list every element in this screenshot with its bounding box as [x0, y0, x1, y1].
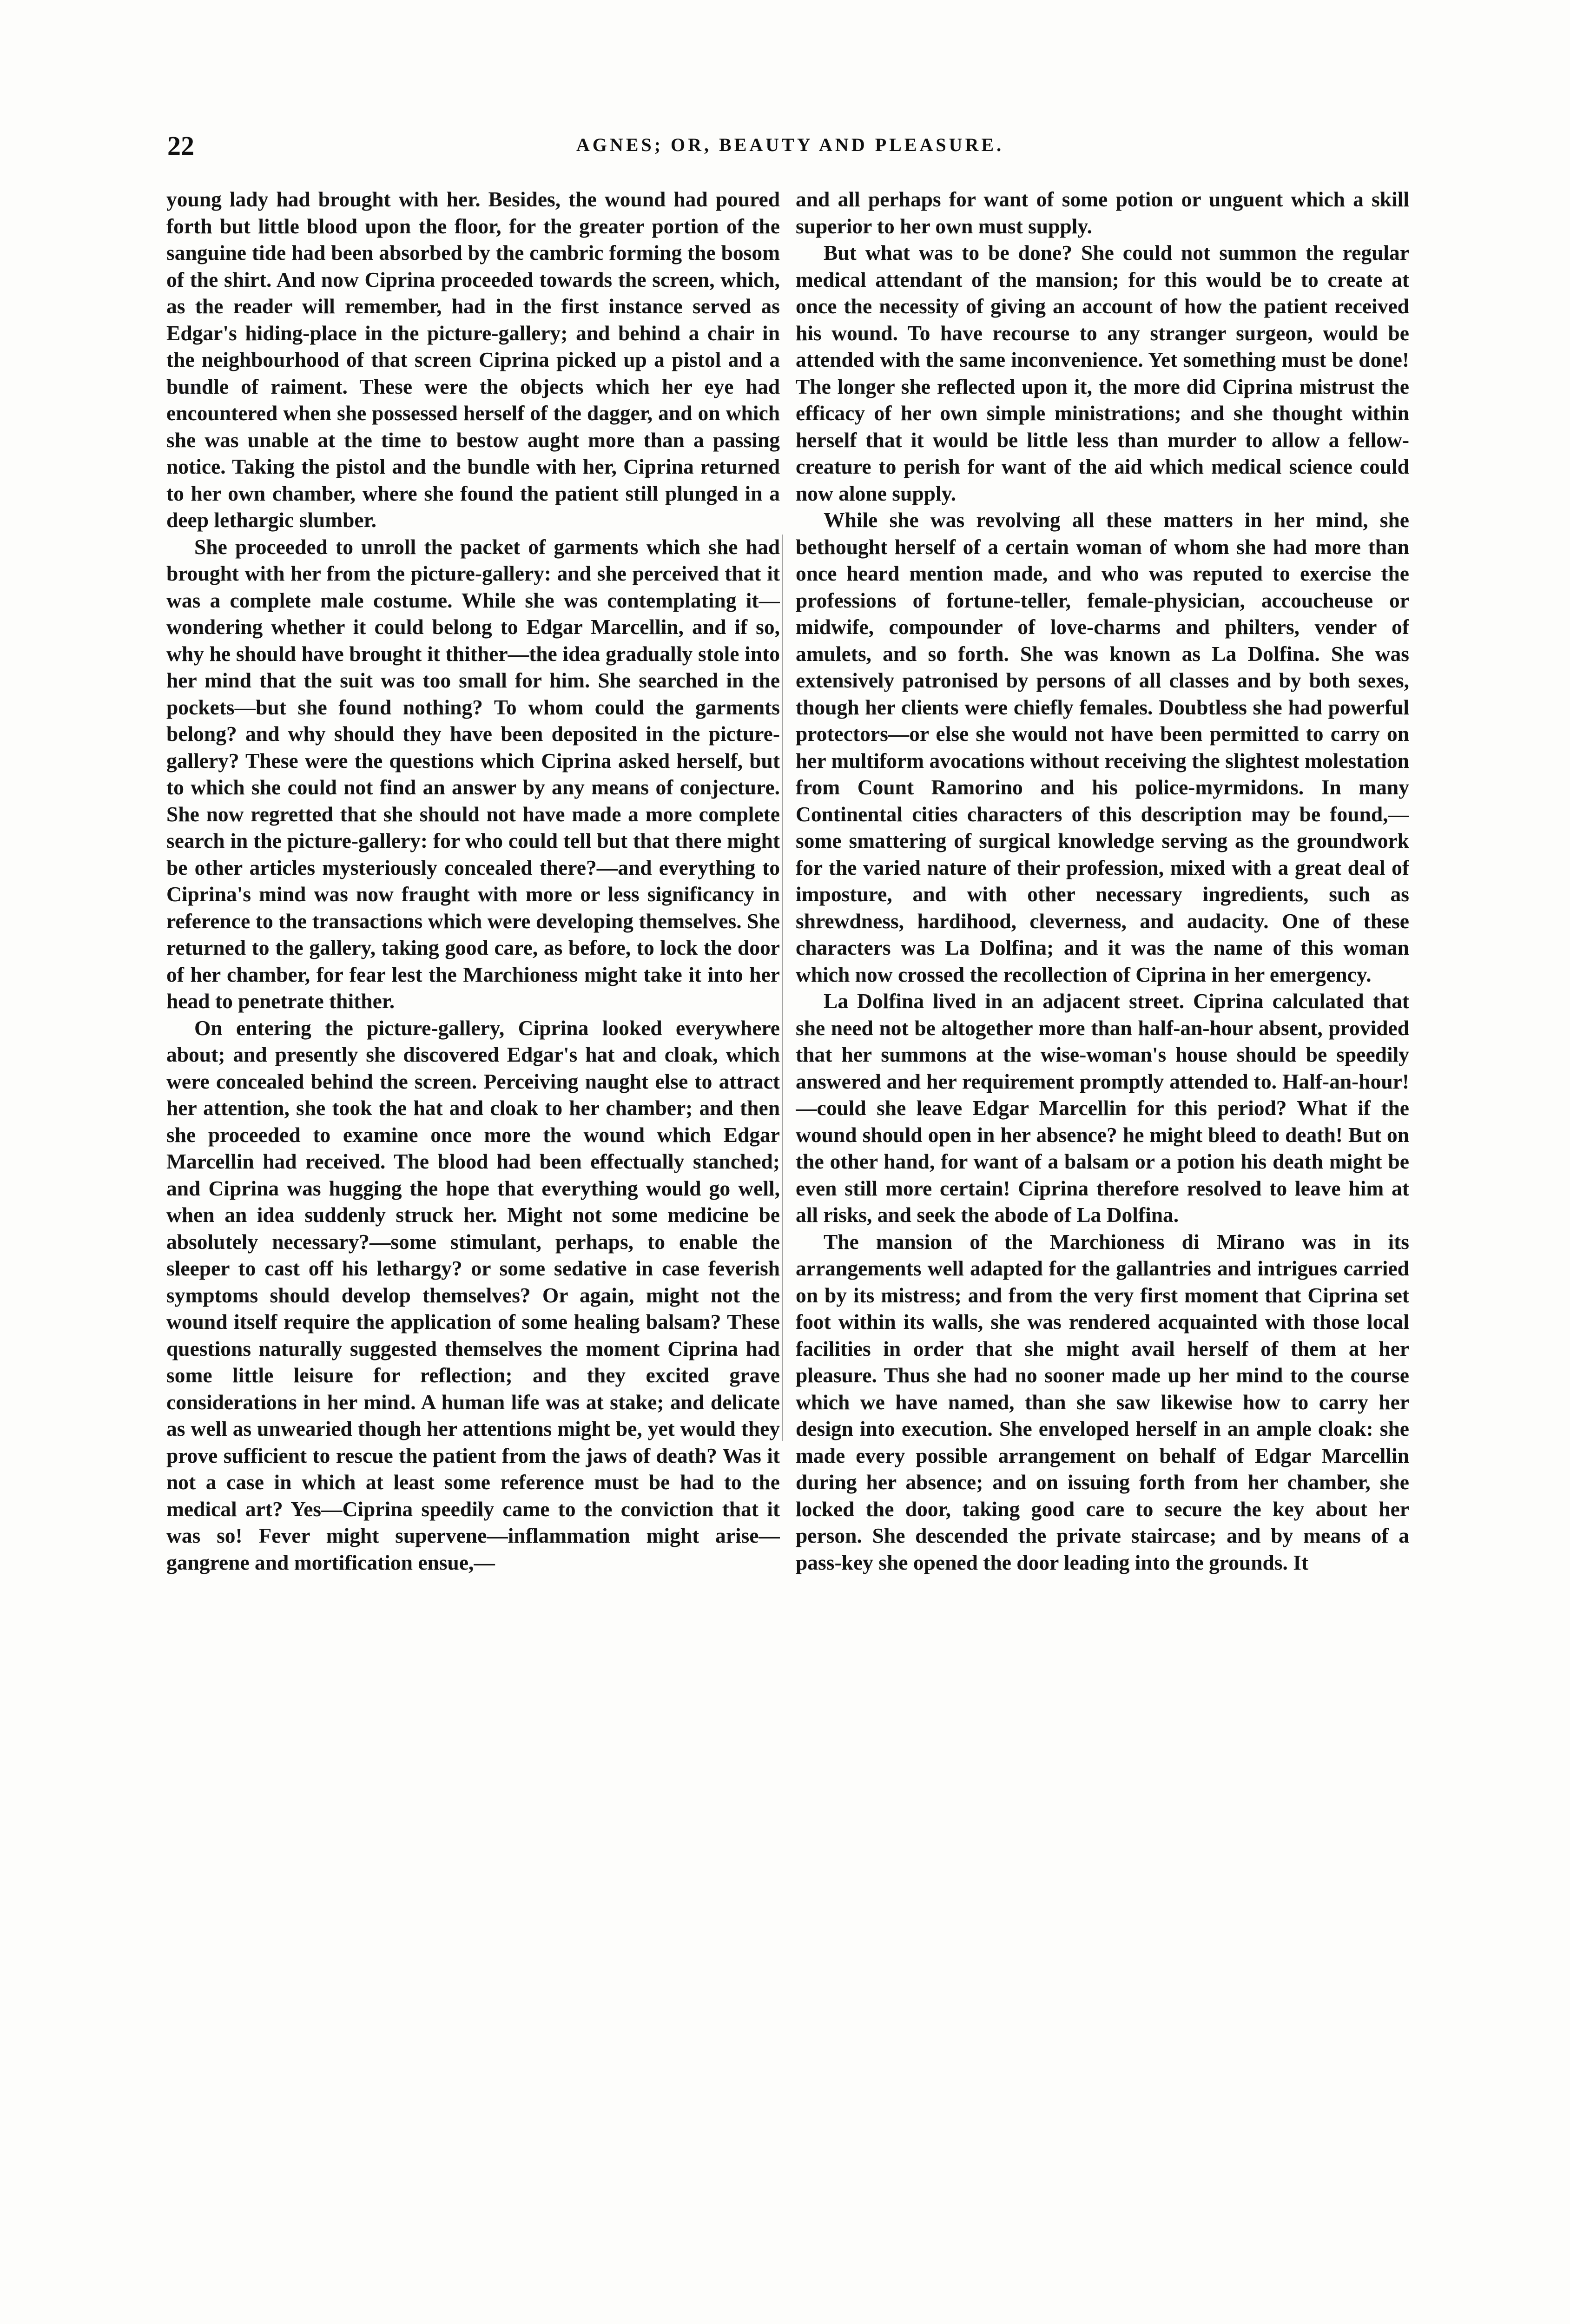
paragraph: But what was to be done? She could not summon the regular medical attendant of the mansion; for this would be to create at once the necessity of giving an account of how the patient received his wound. To have recourse to any stranger surgeon, would be attended with the same inconvenience. Yet something must be done! The longer she reflected upon it, the more did Ciprina mistrust the efficacy of her own simple ministrations; and she thought within herself that it would be little less than murder to allow a fellow-creature to perish for want of the aid which medical science could now alone supply. [796, 241, 1409, 505]
paragraph: La Dolfina lived in an adjacent street. Ciprina calculated that she need not be altogether more than half-an-hour absent, provided that her summons at the wise-woman's house should be speedily answered and her requirement promptly attended to. Half-an-hour!—could she leave Edgar Marcellin for this period? What if the wound should open in her absence? he might bleed to death! But on the other hand, for want of a balsam or a potion his death might be even still more certain! Ciprina therefore resolved to leave him at all risks, and seek the abode of La Dolfina. [796, 989, 1409, 1227]
running-title: AGNES; OR, BEAUTY AND PLEASURE. [576, 134, 1004, 155]
paragraph: young lady had brought with her. Besides, the wound had poured forth but little blood upon the floor, for the greater portion of the sanguine tide had been absorbed by the cambric forming the bosom of the shirt. And now Ciprina proceeded towards the screen, which, as the reader will remember, had in the first instance served as Edgar's hiding-place in the picture-gallery; and behind a chair in the neighbourhood of that screen Ciprina picked up a pistol and a bundle of raiment. These were the objects which her eye had encountered when she possessed herself of the dagger, and on which she was unable at the time to bestow aught more than a passing notice. Taking the pistol and the bundle with her, Ciprina returned to her own chamber, where she found the patient still plunged in a deep lethargic slumber. [166, 187, 780, 532]
right-column [796, 186, 1409, 2324]
page-header [167, 130, 1413, 163]
page-number: 22 [167, 131, 194, 161]
left-column [166, 186, 780, 2324]
paragraph: and all perhaps for want of some potion or unguent which a skill superior to her own must supply. [796, 187, 1409, 238]
paragraph: On entering the picture-gallery, Ciprina looked everywhere about; and presently she discovered Edgar's hat and cloak, which were concealed behind the screen. Perceiving naught else to attract her attention, she took the hat and cloak to her chamber; and then she proceeded to examine once more the wound which Edgar Marcellin had received. The blood had been effectually stanched; and Ciprina was hugging the hope that everything would go well, when an idea suddenly struck her. Might not some medicine be absolutely necessary?—some stimulant, perhaps, to enable the sleeper to cast off his lethargy? or some sedative in case feverish symptoms should develop themselves? Or again, might not the wound itself require the application of some healing balsam? These questions naturally suggested themselves the moment Ciprina had some little leisure for reflection; and they excited grave considerations in her mind. A human life was at stake; and delicate as well as unwearied though her attentions might be, yet would they prove sufficient to rescue the patient from the jaws of death? Was it not a case in which at least some reference must be had to the medical art? Yes—Ciprina speedily came to the conviction that it was so! Fever might supervene—inflammation might arise—gangrene and mortification ensue,— [166, 1016, 780, 1574]
paragraph: The mansion of the Marchioness di Mirano was in its arrangements well adapted for the gallantries and intrigues carried on by its mistress; and from the very first moment that Ciprina set foot within its walls, she was rendered acquainted with those local facilities in order that she might avail herself of them at her pleasure. Thus she had no sooner made up her mind to the course which we have named, than she saw likewise how to carry her design into execution. She enveloped herself in an ample cloak: she made every possible arrangement on behalf of Edgar Marcellin during her absence; and on issuing forth from her chamber, she locked the door, taking good care to secure the key about her person. She descended the private staircase; and by means of a pass-key she opened the door leading into the grounds. It [796, 1229, 1409, 1574]
paragraph: She proceeded to unroll the packet of garments which she had brought with her from the picture-gallery: and she perceived that it was a complete male costume. While she was contemplating it—wondering whether it could belong to Edgar Marcellin, and if so, why he should have brought it thither—the idea gradually stole into her mind that the suit was too small for him. She searched in the pockets—but she found nothing? To whom could the garments belong? and why should they have been deposited in the picture-gallery? These were the questions which Ciprina asked herself, but to which she could not find an answer by any means of conjecture. She now regretted that she should not have made a more complete search in the picture-gallery: for who could tell but that there might be other articles mysteriously concealed there?—and everything to Ciprina's mind was now fraught with more or less significancy in reference to the transactions which were developing themselves. She returned to the gallery, taking good care, as before, to lock the door of her chamber, for fear lest the Marchioness might take it into her head to penetrate thither. [166, 535, 780, 1013]
paragraph: While she was revolving all these matters in her mind, she bethought herself of a certain woman of whom she had more than once heard mention made, and who was reputed to exercise the professions of fortune-teller, female-physician, accoucheuse or midwife, compounder of love-charms and philters, vender of amulets, and so forth. She was known as La Dolfina. She was extensively patronised by persons of all classes and by both sexes, though her clients were chiefly females. Doubtless she had powerful protectors—or else she would not have been permitted to carry on her multiform avocations without receiving the slightest molestation from Count Ramorino and his police-myrmidons. In many Continental cities characters of this description may be found,—some smattering of surgical knowledge serving as the groundwork for the varied nature of their profession, mixed with a great deal of imposture, and with other necessary ingredients, such as shrewdness, hardihood, cleverness, and audacity. One of these characters was La Dolfina; and it was the name of this woman which now crossed the recollection of Ciprina in her emergency. [796, 508, 1409, 986]
column-divider [782, 535, 783, 1441]
